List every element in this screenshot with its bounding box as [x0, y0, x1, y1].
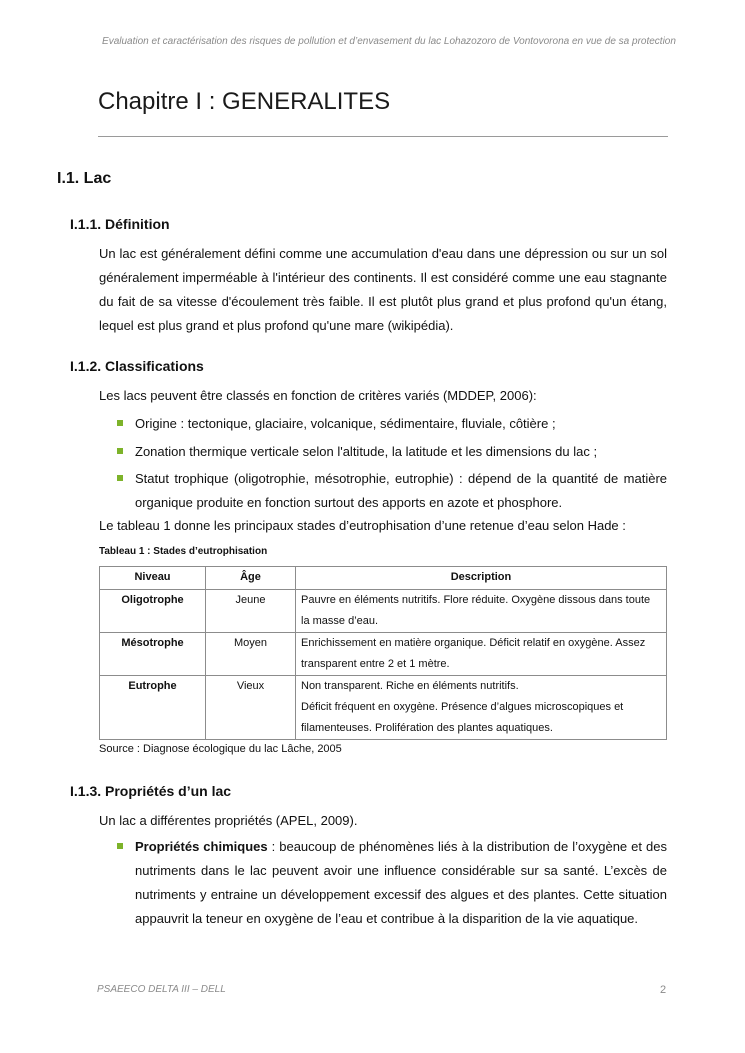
definition-paragraph: Un lac est généralement défini comme une accumulation d'eau dans une dépression ou sur un sol généralement imperméable à l'intérieur des continents. Il est considéré comme une eau stagnante du fait de sa vitesse d'écoulement très faible. Il est plutôt plus grand et plus profond qu'un étang, lequel est plus grand et plus profond qu'une mare (wikipédia).	[99, 246, 667, 333]
eutrophication-table	[99, 566, 667, 740]
cell-age: Vieux	[206, 676, 296, 740]
section-heading-lac: I.1. Lac	[57, 170, 112, 187]
table-row	[100, 590, 667, 633]
table-caption: Tableau 1 : Stades d’eutrophisation	[99, 546, 268, 557]
list-item	[117, 835, 667, 931]
table-row	[100, 633, 667, 676]
cell-age: Moyen	[206, 633, 296, 676]
list-item-text: Zonation thermique verticale selon l'altitude, la latitude et les dimensions du lac ;	[135, 444, 598, 459]
square-bullet-icon	[117, 448, 123, 454]
list-item	[117, 412, 667, 436]
cell-level: Mésotrophe	[100, 633, 206, 676]
heading-properties: I.1.3. Propriétés d’un lac	[70, 783, 232, 799]
description-line: Non transparent. Riche en éléments nutritifs.	[301, 680, 519, 692]
column-header-description: Description	[296, 567, 667, 590]
chapter-title: Chapitre I : GENERALITES	[98, 88, 391, 115]
list-item-text: Origine : tectonique, glaciaire, volcanique, sédimentaire, fluviale, côtière ;	[135, 416, 556, 431]
column-header-level: Niveau	[100, 567, 206, 590]
table-header-row	[100, 567, 667, 590]
chemical-properties-text: : beaucoup de phénomènes liés à la distribution de l’oxygène et des nutriments dans le lac peuvent avoir une influence considérable sur sa santé. L’excès de nutriments y entraine un développement excessif des algues et des plantes. Cette situation appauvrit la teneur en oxygène de l’eau et contribue à la disparition de la vie aquatique.	[135, 839, 667, 926]
footer-label: PSAEECO DELTA III – DELL	[97, 984, 226, 995]
cell-level: Oligotrophe	[100, 590, 206, 633]
table-row	[100, 676, 667, 740]
description-line: Enrichissement en matière organique. Déficit relatif en oxygène. Assez transparent entre 2 et 1 mètre.	[301, 637, 646, 670]
running-header: Evaluation et caractérisation des risques de pollution et d’envasement du lac Lohazozoro de Vontovorona en vue de sa protection	[102, 36, 676, 47]
cell-description	[296, 590, 667, 633]
list-item-text: Statut trophique (oligotrophie, mésotrophie, eutrophie) : dépend de la quantité de matière organique produite en fonction surtout des apports en azote et phosphore.	[135, 471, 667, 510]
properties-intro: Un lac a différentes propriétés (APEL, 2009).	[99, 813, 358, 828]
square-bullet-icon	[117, 420, 123, 426]
heading-definition: I.1.1. Définition	[70, 216, 170, 232]
cell-description	[296, 633, 667, 676]
square-bullet-icon	[117, 843, 123, 849]
square-bullet-icon	[117, 475, 123, 481]
cell-age: Jeune	[206, 590, 296, 633]
heading-classifications: I.1.2. Classifications	[70, 358, 204, 374]
column-header-age: Âge	[206, 567, 296, 590]
cell-description	[296, 676, 667, 740]
page-number: 2	[660, 984, 667, 996]
cell-level: Eutrophe	[100, 676, 206, 740]
chapter-divider	[98, 136, 668, 137]
table-source: Source : Diagnose écologique du lac Lâche, 2005	[99, 743, 342, 755]
description-line: Déficit fréquent en oxygène. Présence d’algues microscopiques et filamenteuses. Prolifération des plantes aquatiques.	[301, 701, 624, 734]
table-intro: Le tableau 1 donne les principaux stades d’eutrophisation d’une retenue d’eau selon Hade :	[99, 518, 626, 533]
description-line: Pauvre en éléments nutritifs. Flore réduite. Oxygène dissous dans toute la masse d’eau.	[301, 594, 651, 627]
list-item-text	[135, 835, 667, 931]
term-chemical-properties: Propriétés chimiques	[135, 839, 268, 854]
classifications-intro: Les lacs peuvent être classés en fonction de critères variés (MDDEP, 2006):	[99, 388, 537, 403]
list-item	[117, 440, 667, 464]
list-item	[117, 467, 667, 515]
